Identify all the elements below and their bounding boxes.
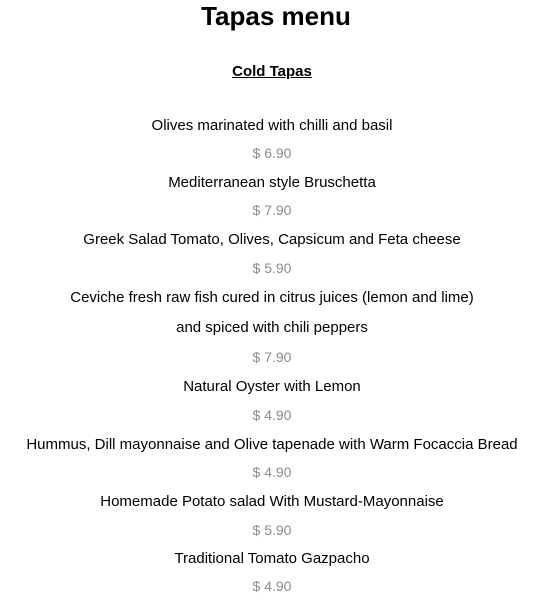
menu-item-name: Greek Salad Tomato, Olives, Capsicum and Feta cheese (83, 231, 461, 248)
menu-item-name: Olives marinated with chilli and basil (151, 117, 393, 134)
menu-item-price: $ 4.90 (252, 578, 292, 594)
menu-item-name: Mediterranean style Bruschetta (168, 174, 376, 191)
menu-item-name: Traditional Tomato Gazpacho (174, 550, 370, 567)
section-heading-cold-tapas: Cold Tapas (232, 63, 312, 80)
menu-title: Tapas menu (201, 1, 351, 31)
menu-item-price: $ 7.90 (252, 349, 292, 365)
menu-item-price: $ 4.90 (252, 464, 292, 480)
menu-item-price: $ 7.90 (252, 202, 292, 218)
menu-item-price: $ 4.90 (252, 407, 292, 423)
menu-item-price: $ 5.90 (252, 522, 292, 538)
menu-item-name-line2: and spiced with chili peppers (176, 319, 368, 336)
menu-item-name: Homemade Potato salad With Mustard-Mayonnaise (100, 493, 444, 510)
menu-item-name: Natural Oyster with Lemon (183, 378, 361, 395)
menu-item-price: $ 5.90 (252, 260, 292, 276)
menu-item-name-line1: Ceviche fresh raw fish cured in citrus juices (lemon and lime) (70, 289, 474, 306)
menu-item-price: $ 6.90 (252, 145, 292, 161)
menu-item-name: Hummus, Dill mayonnaise and Olive tapenade with Warm Focaccia Bread (26, 436, 518, 453)
